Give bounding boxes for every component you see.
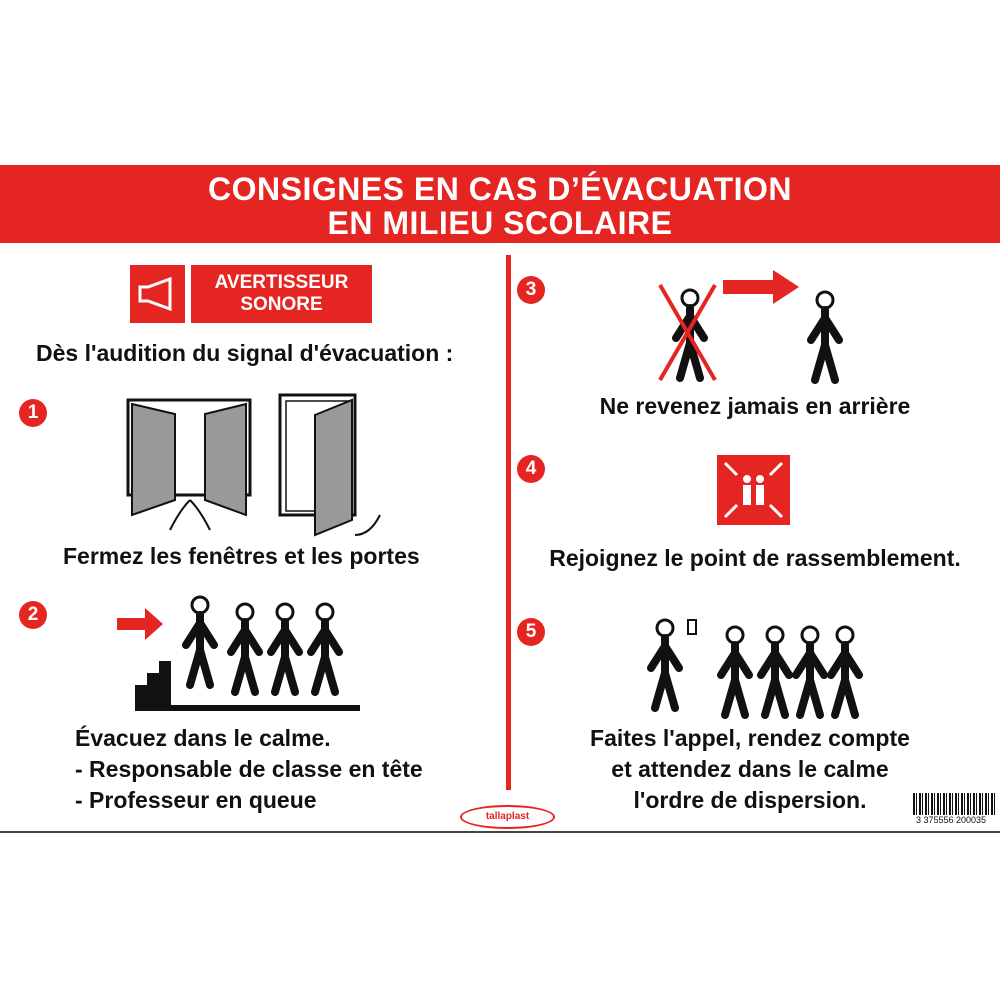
windows-doors-illustration [120, 390, 400, 540]
red-arrow-icon [117, 608, 163, 640]
title-line-2: EN MILIEU SCOLAIRE [327, 205, 673, 241]
no-turning-back-illustration [655, 270, 865, 385]
step-5-line-1: Faites l'appel, rendez compte [590, 725, 910, 751]
title-line-1: CONSIGNES EN CAS D’ÉVACUATION [207, 171, 793, 207]
alarm-label [191, 265, 372, 323]
step-number-3: 3 [517, 276, 545, 304]
step-2-line-2: - Responsable de classe en tête [75, 756, 423, 782]
step-5-line-3: l'ordre de dispersion. [633, 787, 867, 813]
barcode [913, 793, 995, 815]
horn-icon [130, 265, 185, 323]
alarm-label-line-1: AVERTISSEUR [214, 272, 349, 293]
step-number-4: 4 [517, 455, 545, 483]
step-1-text: Fermez les fenêtres et les portes [63, 543, 420, 569]
column-divider [506, 255, 511, 790]
alarm-label-line-2: SONORE [240, 294, 323, 315]
step-number-2: 2 [19, 601, 47, 629]
red-arrow-icon [723, 270, 799, 304]
tallaplast-logo [460, 805, 555, 829]
barcode-number: 3 375556 200035 [915, 815, 987, 825]
step-4-text: Rejoignez le point de rassemblement. [549, 545, 961, 571]
step-5-line-2: et attendez dans le calme [611, 756, 889, 782]
step-3-text: Ne revenez jamais en arrière [599, 393, 911, 419]
assembly-point-icon [717, 455, 790, 525]
step-number-5: 5 [517, 618, 545, 646]
orderly-evacuation-illustration [115, 590, 360, 715]
step-number-1: 1 [19, 399, 47, 427]
step-2-line-1: Évacuez dans le calme. [75, 725, 331, 751]
sign-header [0, 165, 1000, 243]
brand-name: tallaplast [485, 811, 530, 822]
intro-text: Dès l'audition du signal d'évacuation : [36, 340, 454, 366]
roll-call-illustration [640, 610, 875, 720]
step-2-line-3: - Professeur en queue [75, 787, 317, 813]
evacuation-sign [0, 165, 1000, 833]
